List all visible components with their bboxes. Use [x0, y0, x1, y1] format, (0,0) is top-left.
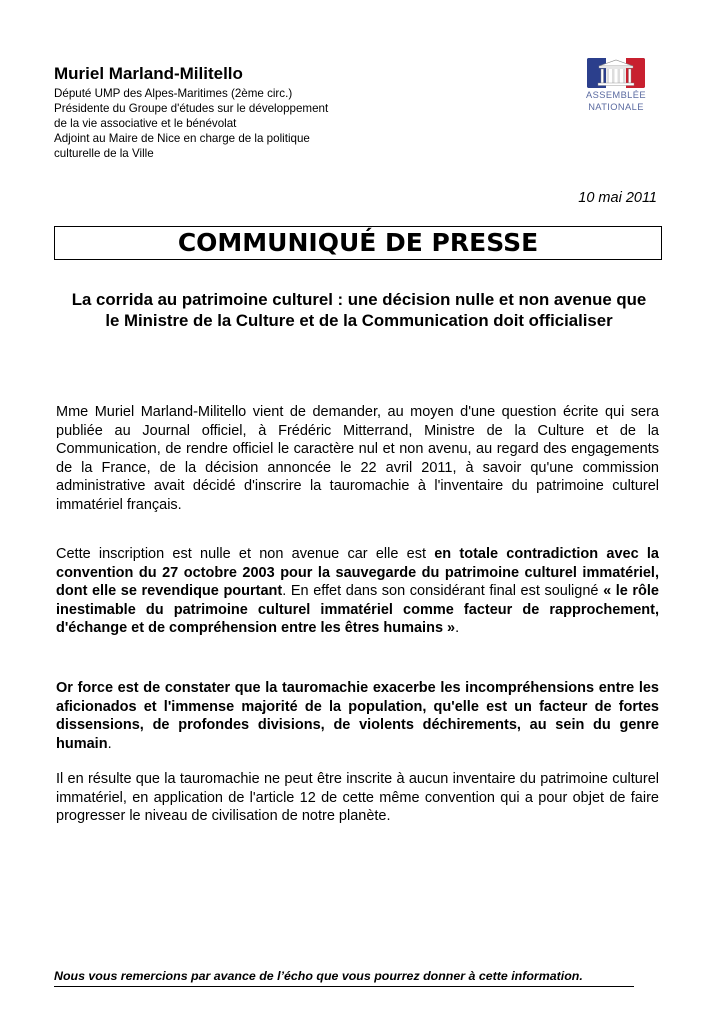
paragraph-2-emphasis: en totale contradiction avec la convention du 27 octobre 2003 pour la sauvegarde du patrimoine culturel immatériel, dont elle se revendique pourtant: [56, 546, 659, 600]
author-block: [54, 64, 534, 161]
release-date: 10 mai 2011: [578, 190, 657, 206]
paragraph-3: [56, 679, 659, 753]
logo-text-line2: NATIONALE: [588, 102, 644, 112]
paragraph-3-emphasis: Or force est de constater que la tauromachie exacerbe les incompréhensions entre les aficionados et l'immense majorité de la population, qu'elle est un facteur de fortes dissensions, de profondes divisions, de violents déchirements, au sein du genre humain: [56, 680, 659, 752]
author-title-line: Adjoint au Maire de Nice en charge de la politique: [54, 132, 310, 145]
paragraph-3-text: .: [107, 735, 112, 752]
author-title-line: culturelle de la Ville: [54, 147, 154, 160]
paragraph-2-text: . En effet dans son considérant final est souligné: [282, 583, 604, 600]
logo-text-line1: ASSEMBLÉE: [586, 90, 646, 100]
paragraph-2-text: Cette inscription est nulle et non avenue car elle est: [56, 546, 435, 562]
assemblee-nationale-logo: [576, 58, 656, 112]
hemicycle-icon: [587, 58, 645, 88]
author-title-line: de la vie associative et le bénévolat: [54, 117, 237, 130]
author-title-line: Député UMP des Alpes-Maritimes (2ème circ.): [54, 87, 293, 100]
author-name: Muriel Marland-Militello: [54, 64, 243, 83]
author-title-line: Présidente du Groupe d'études sur le développement: [54, 102, 329, 115]
headline: La corrida au patrimoine culturel : une décision nulle et non avenue que le Ministre de la Culture et de la Communication doit officialiser: [71, 290, 647, 330]
paragraph-4: Il en résulte que la tauromachie ne peut être inscrite à aucun inventaire du patrimoine culturel immatériel, en application de l'article 12 de cette même convention qui a pour objet de faire progresser le niveau de civilisation de notre planète.: [56, 771, 659, 825]
paragraph-2-text: .: [455, 620, 460, 637]
paragraph-1: Mme Muriel Marland-Militello vient de demander, au moyen d'une question écrite qui sera publiée au Journal officiel, à Frédéric Mitterrand, Ministre de la Culture et de la Communication, de rendre officiel le caractère nul et non avenu, au regard des engagements de la France, de la décision annoncée le 22 avril 2011, à savoir qu'une commission administrative avait décidé d'inscrire la tauromachie à l'inventaire du patrimoine culturel immatériel français.: [56, 404, 659, 513]
paragraph-2-quote: « le rôle inestimable du patrimoine culturel immatériel comme facteur de rapprochement, d'échange et de compréhension entre les êtres humains »: [56, 583, 660, 637]
press-release-banner: COMMUNIQUÉ DE PRESSE: [54, 226, 662, 260]
paragraph-2: [56, 545, 659, 638]
footer-thanks: Nous vous remercions par avance de l’écho que vous pourrez donner à cette information.: [54, 969, 634, 987]
